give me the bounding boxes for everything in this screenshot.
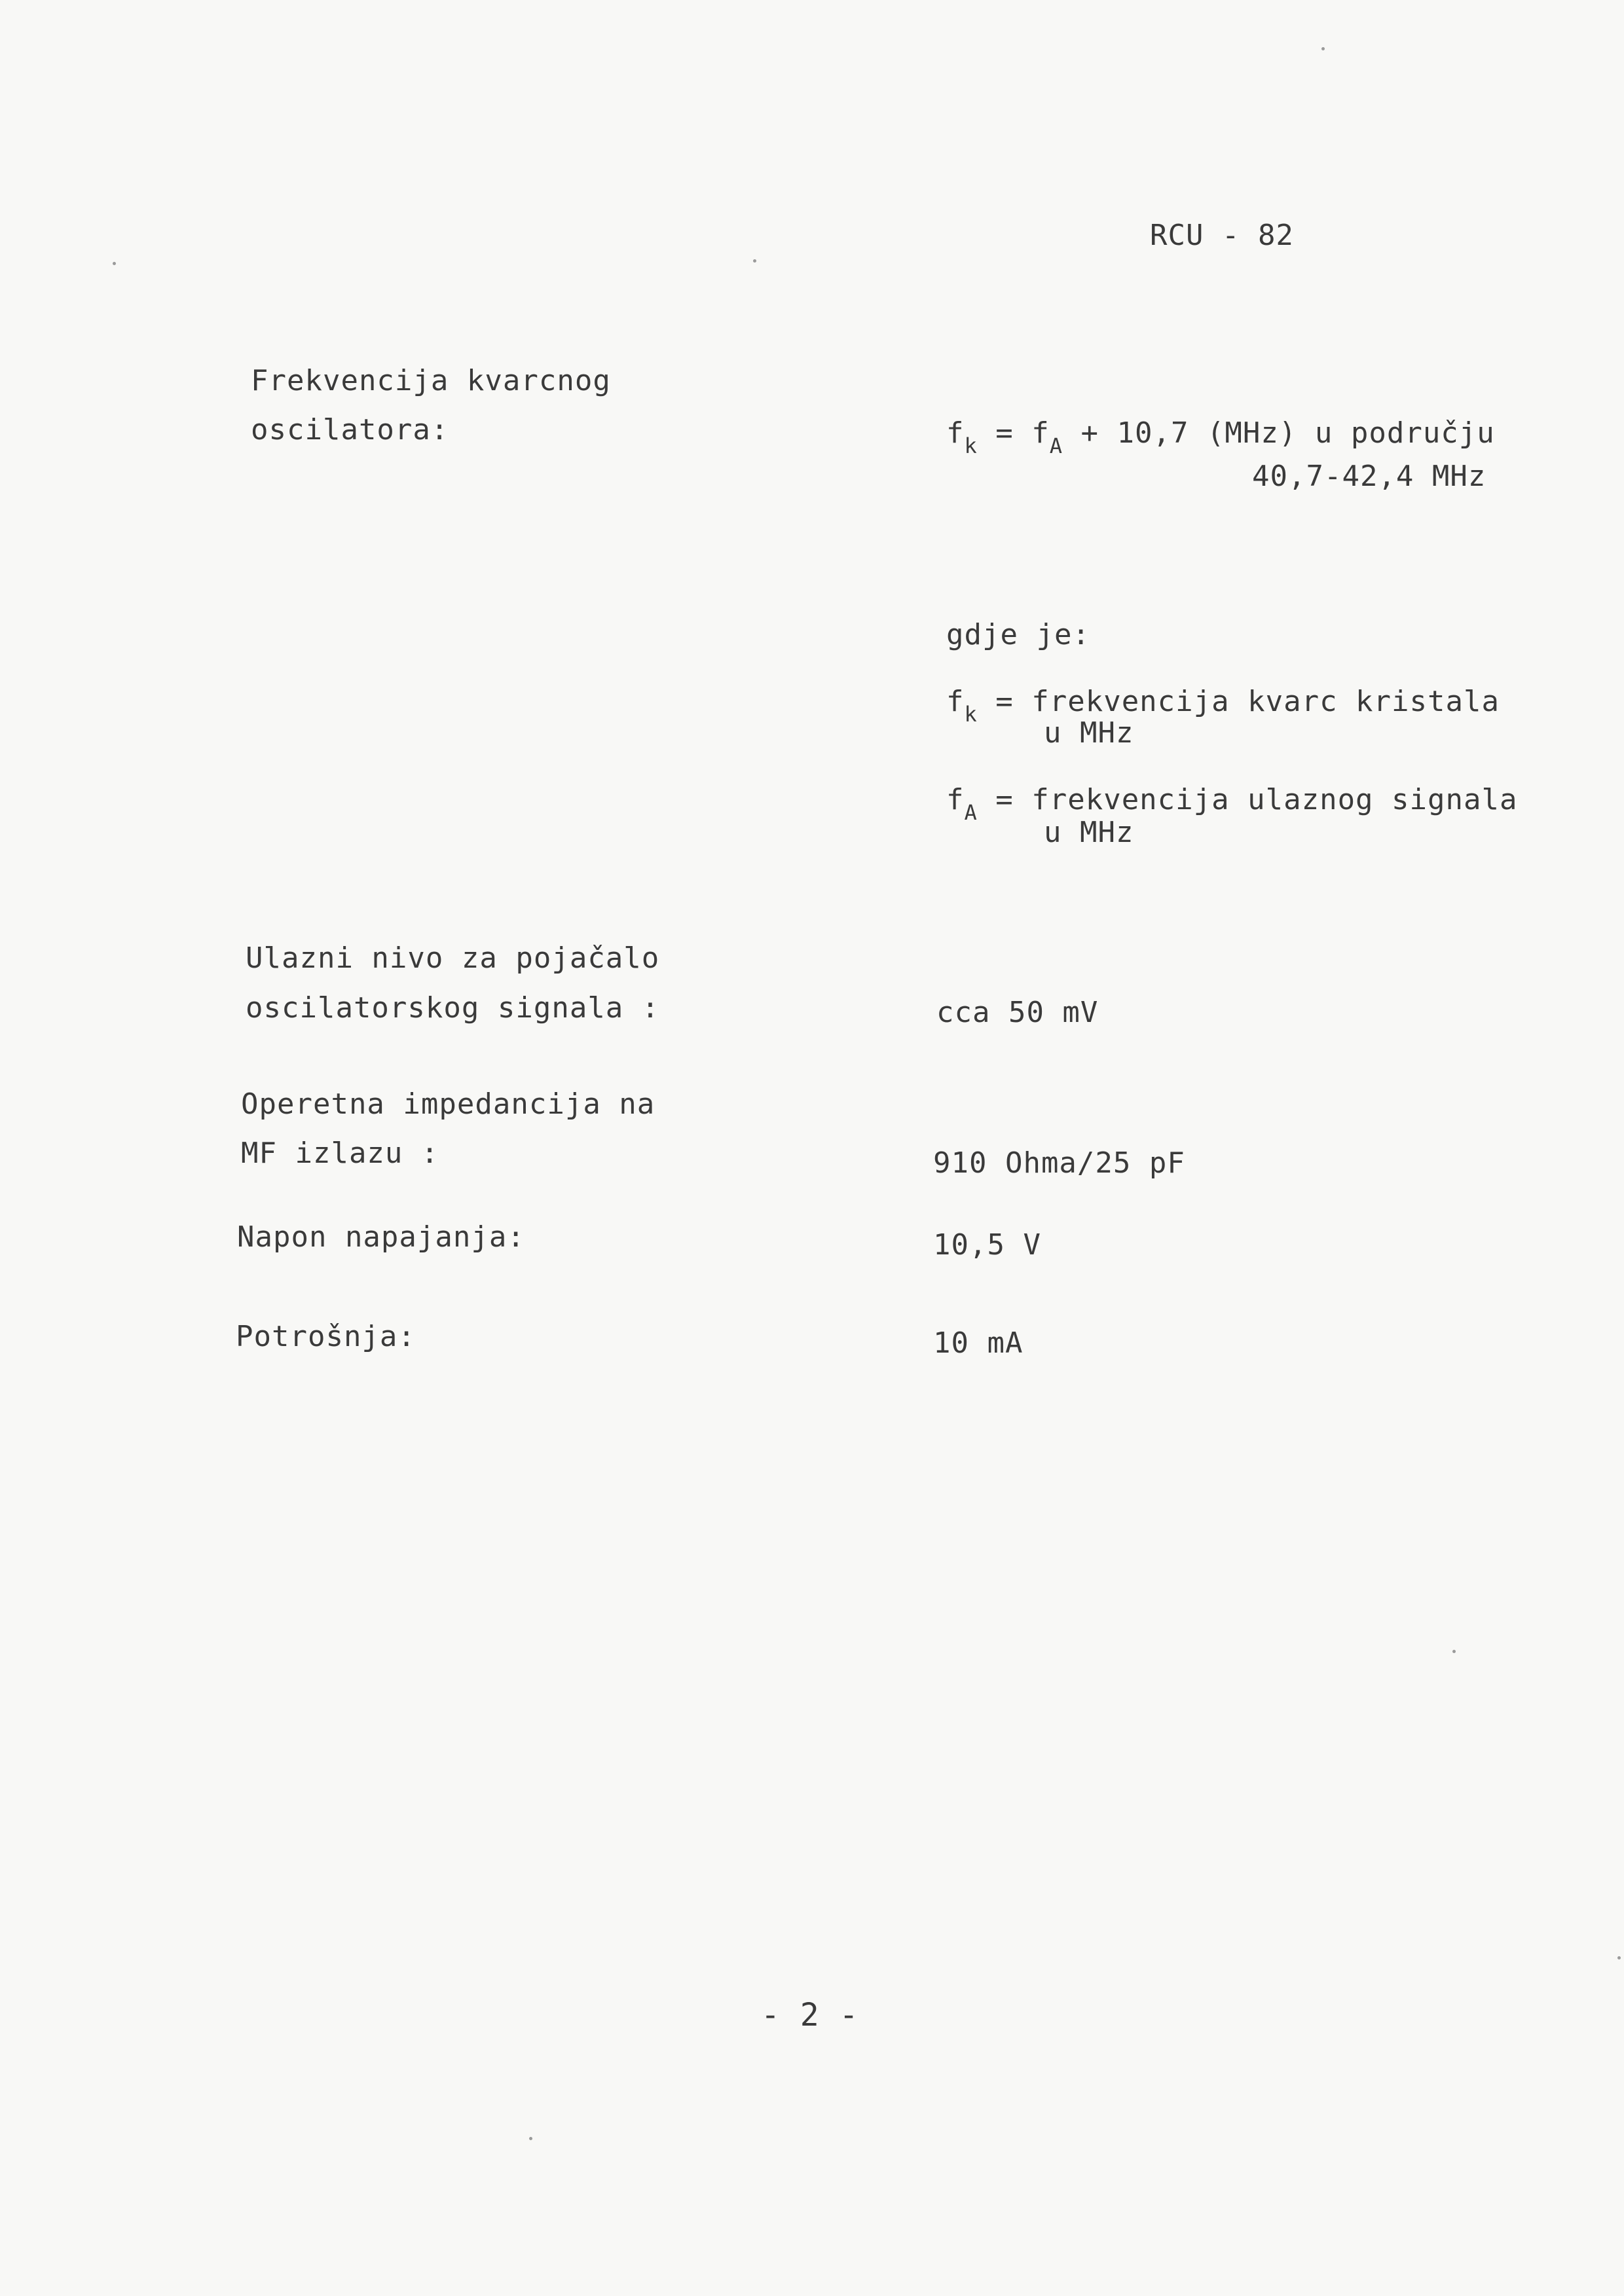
spec-supply-voltage-label: Napon napajanja: xyxy=(237,1220,525,1254)
spec-input-level-label-line1: Ulazni nivo za pojačalo xyxy=(246,941,660,975)
def-fk-text: = frekvencija kvarc kristala xyxy=(977,685,1500,718)
spec-input-level-label-line2: oscilatorskog signala : xyxy=(246,991,660,1025)
spec-impedance-label-line1: Operetna impedancija na xyxy=(241,1087,655,1121)
formula-fa: f xyxy=(1031,416,1050,450)
scan-speck xyxy=(113,262,116,265)
crystal-osc-range: 40,7-42,4 MHz xyxy=(1252,460,1486,493)
spec-supply-voltage-value: 10,5 V xyxy=(933,1228,1041,1262)
def-fk-line1 xyxy=(946,685,1500,727)
def-fk-sym: f xyxy=(946,685,965,718)
where-label: gdje je: xyxy=(946,618,1090,651)
spec-consumption-value: 10 mA xyxy=(933,1326,1024,1360)
document-id: RCU - 82 xyxy=(1150,219,1294,252)
scan-speck xyxy=(1321,47,1325,50)
formula-rest: + 10,7 (MHz) u području xyxy=(1063,416,1495,450)
spec-impedance-value: 910 Ohma/25 pF xyxy=(933,1146,1185,1180)
scan-speck xyxy=(1617,1956,1621,1959)
scan-speck xyxy=(1452,1650,1456,1653)
crystal-osc-label-line1: Frekvencija kvarcnog xyxy=(251,364,611,397)
def-fa-sub: A xyxy=(964,800,978,825)
spec-consumption-label: Potrošnja: xyxy=(236,1320,416,1353)
scan-speck xyxy=(753,259,756,263)
spec-impedance-label-line2: MF izlazu : xyxy=(241,1137,439,1170)
formula-fa-sub: A xyxy=(1049,433,1063,458)
formula-fk: f xyxy=(946,416,965,450)
def-fa-line2: u MHz xyxy=(1044,816,1134,849)
formula-eq: = xyxy=(977,416,1032,450)
crystal-osc-label-line2: oscilatora: xyxy=(251,413,449,446)
def-fa-sym: f xyxy=(946,783,965,816)
def-fa-text: = frekvencija ulaznog signala xyxy=(977,783,1518,816)
page-number: - 2 - xyxy=(761,1997,859,2033)
spec-input-level-value: cca 50 mV xyxy=(936,996,1099,1029)
scan-speck xyxy=(529,2137,532,2140)
crystal-osc-formula xyxy=(946,416,1495,458)
def-fk-line2: u MHz xyxy=(1044,716,1134,750)
def-fk-sub: k xyxy=(964,702,978,727)
def-fa-line1 xyxy=(946,783,1518,825)
formula-fk-sub: k xyxy=(964,433,978,458)
